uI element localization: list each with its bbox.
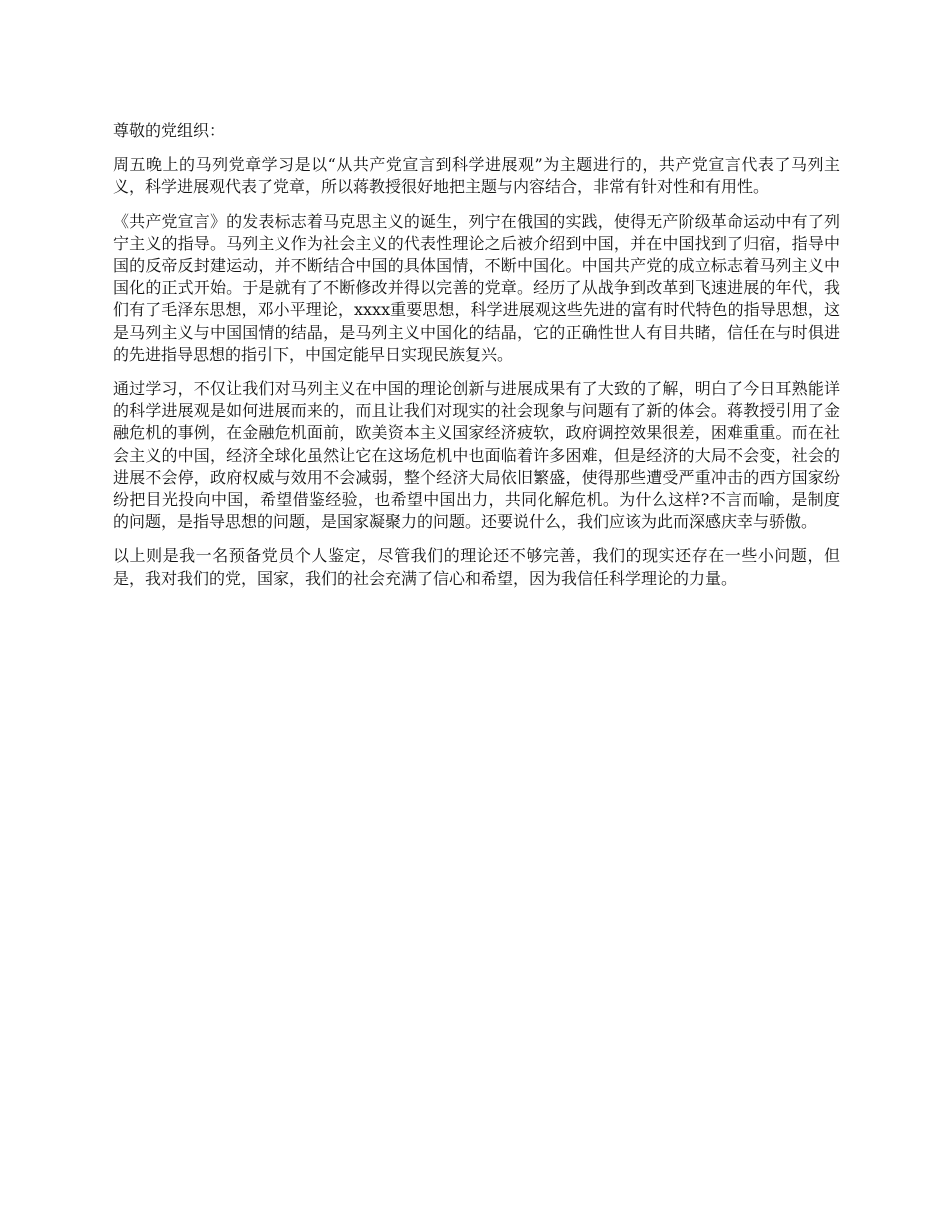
paragraph-intro: 周五晚上的马列党章学习是以“从共产党宣言到科学进展观”为主题进行的，共产党宣言代表了马列主义，科学进展观代表了党章，所以蒋教授很好地把主题与内容结合，非常有针对性和有用性。 bbox=[113, 155, 840, 197]
paragraph-conclusion: 以上则是我一名预备党员个人鉴定，尽管我们的理论还不够完善，我们的现实还存在一些小问题，但是，我对我们的党，国家，我们的社会充满了信心和希望，因为我信任科学理论的力量。 bbox=[113, 546, 840, 588]
document-body bbox=[113, 120, 840, 602]
paragraph-reflection: 通过学习，不仅让我们对马列主义在中国的理论创新与进展成果有了大致的了解，明白了今日耳熟能详的科学进展观是如何进展而来的，而且让我们对现实的社会现象与问题有了新的体会。蒋教授引用了金融危机的事例，在金融危机面前，欧美资本主义国家经济疲软，政府调控效果很差，困难重重。而在社会主义的中国，经济全球化虽然让它在这场危机中也面临着许多困难，但是经济的大局不会变，社会的进展不会停，政府权威与效用不会减弱，整个经济大局依旧繁盛，使得那些遭受严重冲击的西方国家纷纷把目光投向中国，希望借鉴经验，也希望中国出力，共同化解危机。为什么这样?不言而喻，是制度的问题，是指导思想的问题，是国家凝聚力的问题。还要说什么，我们应该为此而深感庆幸与骄傲。 bbox=[113, 379, 840, 532]
salutation: 尊敬的党组织： bbox=[113, 121, 226, 140]
paragraph-history: 《共产党宣言》的发表标志着马克思主义的诞生，列宁在俄国的实践，使得无产阶级革命运动中有了列宁主义的指导。马列主义作为社会主义的代表性理论之后被介绍到中国，并在中国找到了归宿，指导中国的反帝反封建运动，并不断结合中国的具体国情，不断中国化。中国共产党的成立标志着马列主义中国化的正式开始。于是就有了不断修改并得以完善的党章。经历了从战争到改革到飞速进展的年代，我们有了毛泽东思想，邓小平理论，xxxx重要思想，科学进展观这些先进的富有时代特色的指导思想，这是马列主义与中国国情的结晶，是马列主义中国化的结晶，它的正确性世人有目共睹，信任在与时俱进的先进指导思想的指引下，中国定能早日实现民族复兴。 bbox=[113, 211, 840, 364]
